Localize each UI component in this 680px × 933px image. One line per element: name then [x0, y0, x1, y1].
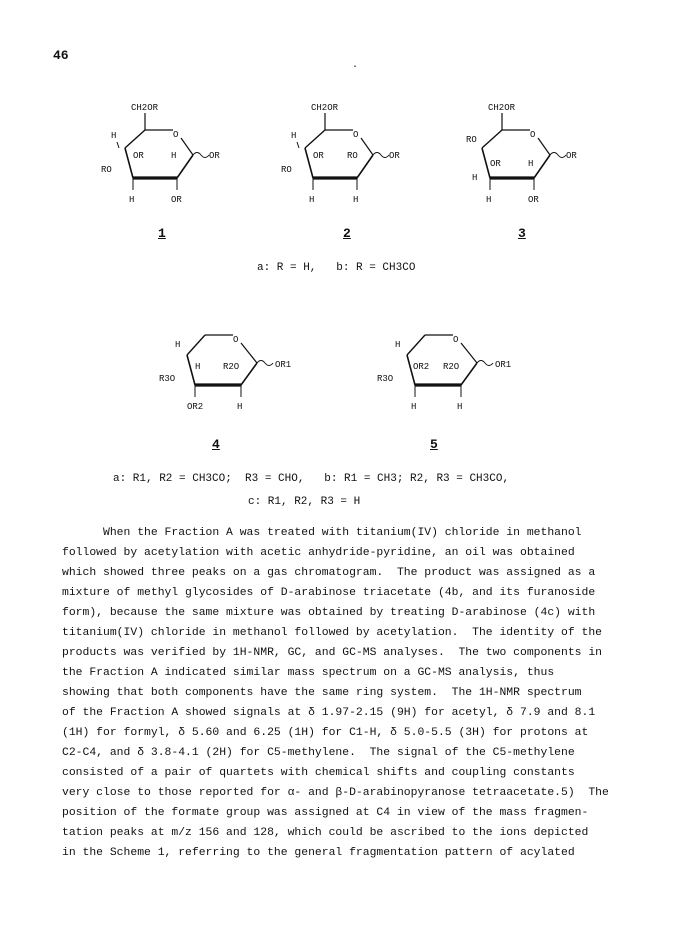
svg-text:H: H — [528, 159, 534, 169]
compound-number-5: 5 — [430, 437, 438, 452]
text-line: (1H) for formyl, δ 5.60 and 6.25 (1H) for C1-H, δ 5.0-5.5 (3H) for protons at — [62, 727, 589, 739]
text-line: consisted of a pair of quartets with chemical shifts and coupling constants — [62, 767, 575, 779]
svg-text:R2O: R2O — [443, 362, 460, 372]
text-line: When the Fraction A was treated with titanium(IV) chloride in methanol — [62, 527, 582, 539]
page-number: 46 — [53, 48, 69, 63]
svg-text:R3O: R3O — [377, 374, 394, 384]
svg-text:H: H — [111, 131, 117, 141]
svg-text:RO: RO — [281, 165, 292, 175]
text-line: the Fraction A indicated similar mass spectrum on a GC-MS analysis, thus — [62, 667, 555, 679]
svg-text:H: H — [353, 195, 359, 205]
svg-text:H: H — [457, 402, 463, 412]
legend-top: a: R = H, b: R = CH3CO — [257, 262, 416, 274]
svg-text:OR: OR — [389, 151, 400, 161]
svg-text:H: H — [175, 340, 181, 350]
svg-text:OR2: OR2 — [413, 362, 430, 372]
text-line: position of the formate group was assigned at C4 in view of the mass fragmen- — [62, 807, 589, 819]
svg-text:OR2: OR2 — [187, 402, 204, 412]
svg-text:OR: OR — [490, 159, 501, 169]
svg-text:CH2OR: CH2OR — [488, 103, 516, 113]
structure-5 — [377, 325, 525, 425]
svg-text:H: H — [472, 173, 478, 183]
svg-text:H: H — [195, 362, 201, 372]
svg-text:OR: OR — [209, 151, 220, 161]
svg-text:H: H — [486, 195, 492, 205]
svg-text:RO: RO — [466, 135, 477, 145]
svg-text:O: O — [353, 130, 359, 140]
svg-text:O: O — [530, 130, 536, 140]
text-line: mixture of methyl glycosides of D-arabinose triacetate (4b, and its furanoside — [62, 587, 596, 599]
svg-text:H: H — [171, 151, 177, 161]
compound-number-3: 3 — [518, 226, 526, 241]
structure-3 — [462, 100, 582, 220]
text-line: followed by acetylation with acetic anhydride-pyridine, an oil was obtained — [62, 547, 575, 559]
compound-number-1: 1 — [158, 226, 166, 241]
svg-text:OR1: OR1 — [495, 360, 512, 370]
svg-text:H: H — [395, 340, 401, 350]
svg-text:H: H — [291, 131, 297, 141]
text-line: C2-C4, and δ 3.8-4.1 (2H) for C5-methylene. The signal of the C5-methylene — [62, 747, 575, 759]
svg-text:O: O — [233, 335, 239, 345]
svg-text:H: H — [237, 402, 243, 412]
svg-text:H: H — [411, 402, 417, 412]
svg-text:OR1: OR1 — [275, 360, 292, 370]
text-line: which showed three peaks on a gas chromatogram. The product was assigned as a — [62, 567, 596, 579]
structure-1 — [101, 100, 225, 220]
text-line: in the Scheme 1, referring to the general fragmentation pattern of acylated — [62, 847, 575, 859]
legend-bottom-line-1: a: R1, R2 = CH3CO; R3 = CHO, b: R1 = CH3; R2, R3 = CH3CO, — [113, 473, 510, 485]
ring-oxygen: O — [173, 130, 179, 140]
svg-text:H: H — [129, 195, 135, 205]
svg-text:OR: OR — [313, 151, 324, 161]
structure-2 — [281, 100, 405, 220]
compound-number-2: 2 — [343, 226, 351, 241]
svg-text:RO: RO — [101, 165, 112, 175]
svg-text:CH2OR: CH2OR — [311, 103, 339, 113]
text-line: very close to those reported for α- and β-D-arabinopyranose tetraacetate.5) The — [62, 787, 609, 799]
text-line: products was verified by 1H-NMR, GC, and GC-MS analyses. The two components in — [62, 647, 603, 659]
text-line: showing that both components have the same ring system. The 1H-NMR spectrum — [62, 687, 582, 699]
legend-bottom-line-2: c: R1, R2, R3 = H — [248, 496, 361, 508]
text-line: of the Fraction A showed signals at δ 1.97-2.15 (9H) for acetyl, δ 7.9 and 8.1 — [62, 707, 596, 719]
body-paragraph — [62, 523, 642, 863]
page-mark: . — [352, 60, 359, 71]
structure-4 — [159, 325, 305, 425]
svg-text:OR: OR — [566, 151, 577, 161]
svg-text:RO: RO — [347, 151, 358, 161]
text-line: form), because the same mixture was obtained by treating D-arabinose (4c) with — [62, 607, 596, 619]
text-line: tation peaks at m/z 156 and 128, which could be ascribed to the ions depicted — [62, 827, 589, 839]
svg-text:OR: OR — [528, 195, 539, 205]
svg-text:R3O: R3O — [159, 374, 176, 384]
compound-number-4: 4 — [212, 437, 220, 452]
ch2-label: CH2OR — [131, 103, 159, 113]
svg-text:H: H — [309, 195, 315, 205]
svg-text:OR: OR — [133, 151, 144, 161]
svg-text:O: O — [453, 335, 459, 345]
svg-text:R2O: R2O — [223, 362, 240, 372]
svg-text:OR: OR — [171, 195, 182, 205]
text-line: titanium(IV) chloride in methanol followed by acetylation. The identity of the — [62, 627, 603, 639]
